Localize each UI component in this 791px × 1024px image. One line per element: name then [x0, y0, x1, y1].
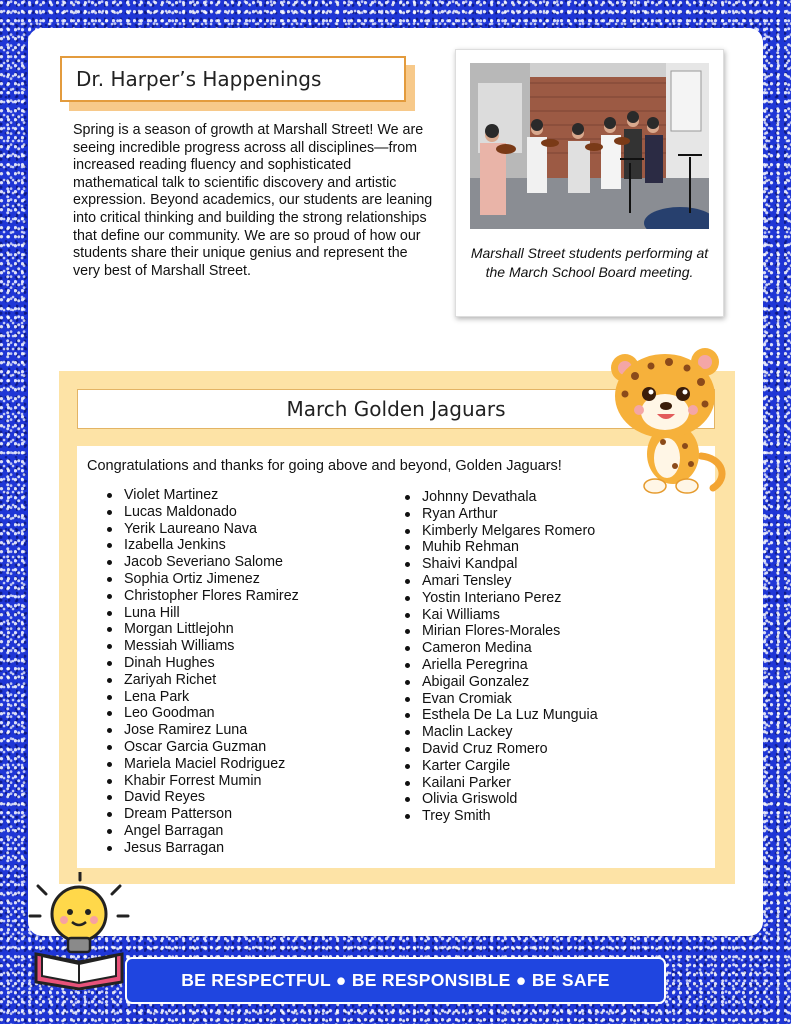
- list-item: Mirian Flores-Morales: [403, 623, 598, 640]
- list-item: Lena Park: [105, 689, 299, 706]
- list-item: Christopher Flores Ramirez: [105, 588, 299, 605]
- list-item: Muhib Rehman: [403, 539, 598, 556]
- list-item: Angel Barragan: [105, 823, 299, 840]
- list-item: Amari Tensley: [403, 573, 598, 590]
- photo-caption: Marshall Street students performing at the March School Board meeting.: [470, 245, 709, 280]
- list-item: Maclin Lackey: [403, 724, 598, 741]
- list-item: Violet Martinez: [105, 487, 299, 504]
- list-item: Morgan Littlejohn: [105, 621, 299, 638]
- list-item: Lucas Maldonado: [105, 504, 299, 521]
- name-list-column-1: [105, 487, 299, 857]
- list-item: Leo Goodman: [105, 705, 299, 722]
- name-list-column-2: [403, 489, 598, 825]
- photo-card: [455, 49, 724, 317]
- list-item: Oscar Garcia Guzman: [105, 739, 299, 756]
- happenings-title-box: [60, 56, 406, 102]
- golden-jaguars-list-box: [77, 446, 715, 868]
- jaguar-mascot-illustration: [605, 338, 731, 496]
- list-item: Cameron Medina: [403, 640, 598, 657]
- list-item: Luna Hill: [105, 605, 299, 622]
- list-item: Yostin Interiano Perez: [403, 590, 598, 607]
- list-item: Abigail Gonzalez: [403, 674, 598, 691]
- list-item: David Reyes: [105, 789, 299, 806]
- orchestra-photo: [470, 63, 709, 229]
- list-item: Kimberly Melgares Romero: [403, 523, 598, 540]
- list-item: Kai Williams: [403, 607, 598, 624]
- lightbulb-book-illustration: [28, 872, 130, 990]
- list-item: Kailani Parker: [403, 775, 598, 792]
- list-item: Karter Cargile: [403, 758, 598, 775]
- list-item: Messiah Williams: [105, 638, 299, 655]
- list-item: Trey Smith: [403, 808, 598, 825]
- list-item: Zariyah Richet: [105, 672, 299, 689]
- list-item: Olivia Griswold: [403, 791, 598, 808]
- list-item: Khabir Forrest Mumin: [105, 773, 299, 790]
- list-item: Dinah Hughes: [105, 655, 299, 672]
- list-item: Evan Cromiak: [403, 691, 598, 708]
- motto-banner: [125, 957, 666, 1004]
- intro-paragraph: Spring is a season of growth at Marshall Street! We are seeing incredible progress across all disciplines—from increased reading fluency and sophisticated mathematical talk to scientific discovery and artistic expression. Beyond academics, our students are leaning into critical thinking and building the strong relationships that define our community. We are so proud of how our students share their unique genius and represent the very best of Marshall Street.: [73, 122, 433, 279]
- list-item: Johnny Devathala: [403, 489, 598, 506]
- list-item: Sophia Ortiz Jimenez: [105, 571, 299, 588]
- list-item: Jose Ramirez Luna: [105, 722, 299, 739]
- list-item: Shaivi Kandpal: [403, 556, 598, 573]
- list-item: Ryan Arthur: [403, 506, 598, 523]
- list-item: Esthela De La Luz Munguia: [403, 707, 598, 724]
- golden-jaguars-title: March Golden Jaguars: [286, 397, 506, 421]
- golden-jaguars-intro: Congratulations and thanks for going above and beyond, Golden Jaguars!: [87, 458, 562, 474]
- list-item: Jesus Barragan: [105, 840, 299, 857]
- list-item: Yerik Laureano Nava: [105, 521, 299, 538]
- list-item: Izabella Jenkins: [105, 537, 299, 554]
- list-item: David Cruz Romero: [403, 741, 598, 758]
- motto-text: BE RESPECTFUL ● BE RESPONSIBLE ● BE SAFE: [181, 970, 610, 990]
- happenings-title: Dr. Harper’s Happenings: [76, 67, 322, 91]
- list-item: Mariela Maciel Rodriguez: [105, 756, 299, 773]
- list-item: Ariella Peregrina: [403, 657, 598, 674]
- list-item: Jacob Severiano Salome: [105, 554, 299, 571]
- list-item: Dream Patterson: [105, 806, 299, 823]
